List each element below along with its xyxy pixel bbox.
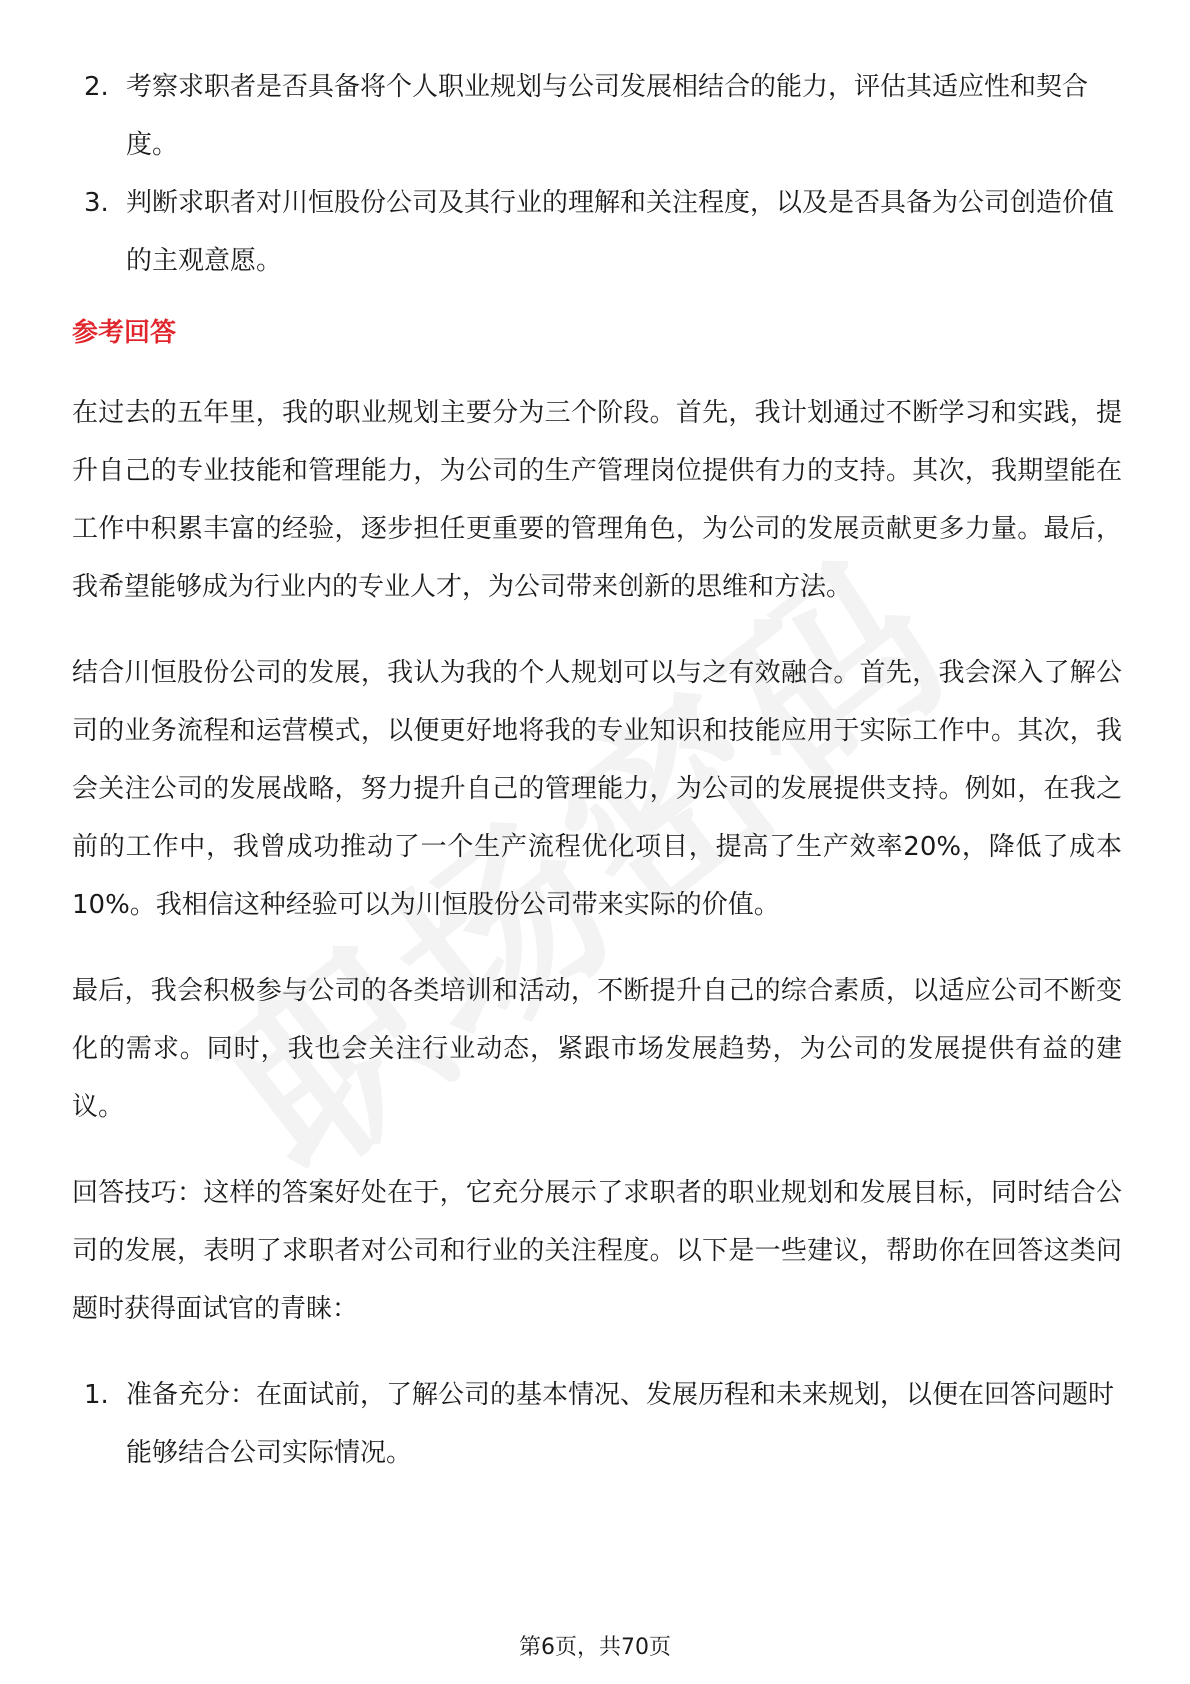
list-item-number: 1. [84,1380,109,1410]
list-item [72,1366,1122,1482]
answer-paragraph-2: 结合川恒股份公司的发展，我认为我的个人规划可以与之有效融合。首先，我会深入了解公司的业务流程和运营模式，以便更好地将我的专业知识和技能应用于实际工作中。其次，我会关注公司的发展战略，努力提升自己的管理能力，为公司的发展提供支持。例如，在我之前的工作中，我曾成功推动了一个生产流程优化项目，提高了生产效率20%，降低了成本10%。我相信这种经验可以为川恒股份公司带来实际的价值。 [72,658,1122,920]
tips-list [72,1366,1122,1482]
list-item [72,174,1122,290]
list-item [72,58,1122,174]
list-item-text: 准备充分：在面试前，了解公司的基本情况、发展历程和未来规划，以便在回答问题时能够结合公司实际情况。 [126,1380,1115,1468]
evaluation-points-list [72,58,1122,290]
list-item-text: 考察求职者是否具备将个人职业规划与公司发展相结合的能力，评估其适应性和契合度。 [126,72,1089,160]
list-item-number: 3. [84,188,109,218]
page-footer: 第6页，共70页 [519,1635,671,1660]
section-heading: 参考回答 [72,318,177,348]
tips-intro-paragraph: 回答技巧：这样的答案好处在于，它充分展示了求职者的职业规划和发展目标，同时结合公司的发展，表明了求职者对公司和行业的关注程度。以下是一些建议，帮助你在回答这类问题时获得面试官的青睐： [72,1178,1122,1324]
list-item-text: 判断求职者对川恒股份公司及其行业的理解和关注程度，以及是否具备为公司创造价值的主观意愿。 [126,188,1115,276]
document-body [72,58,1122,1482]
answer-paragraph-3: 最后，我会积极参与公司的各类培训和活动，不断提升自己的综合素质，以适应公司不断变化的需求。同时，我也会关注行业动态，紧跟市场发展趋势，为公司的发展提供有益的建议。 [72,976,1122,1122]
answer-paragraph-1: 在过去的五年里，我的职业规划主要分为三个阶段。首先，我计划通过不断学习和实践，提升自己的专业技能和管理能力，为公司的生产管理岗位提供有力的支持。其次，我期望能在工作中积累丰富的经验，逐步担任更重要的管理角色，为公司的发展贡献更多力量。最后，我希望能够成为行业内的专业人才，为公司带来创新的思维和方法。 [72,398,1122,602]
list-item-number: 2. [84,72,109,102]
